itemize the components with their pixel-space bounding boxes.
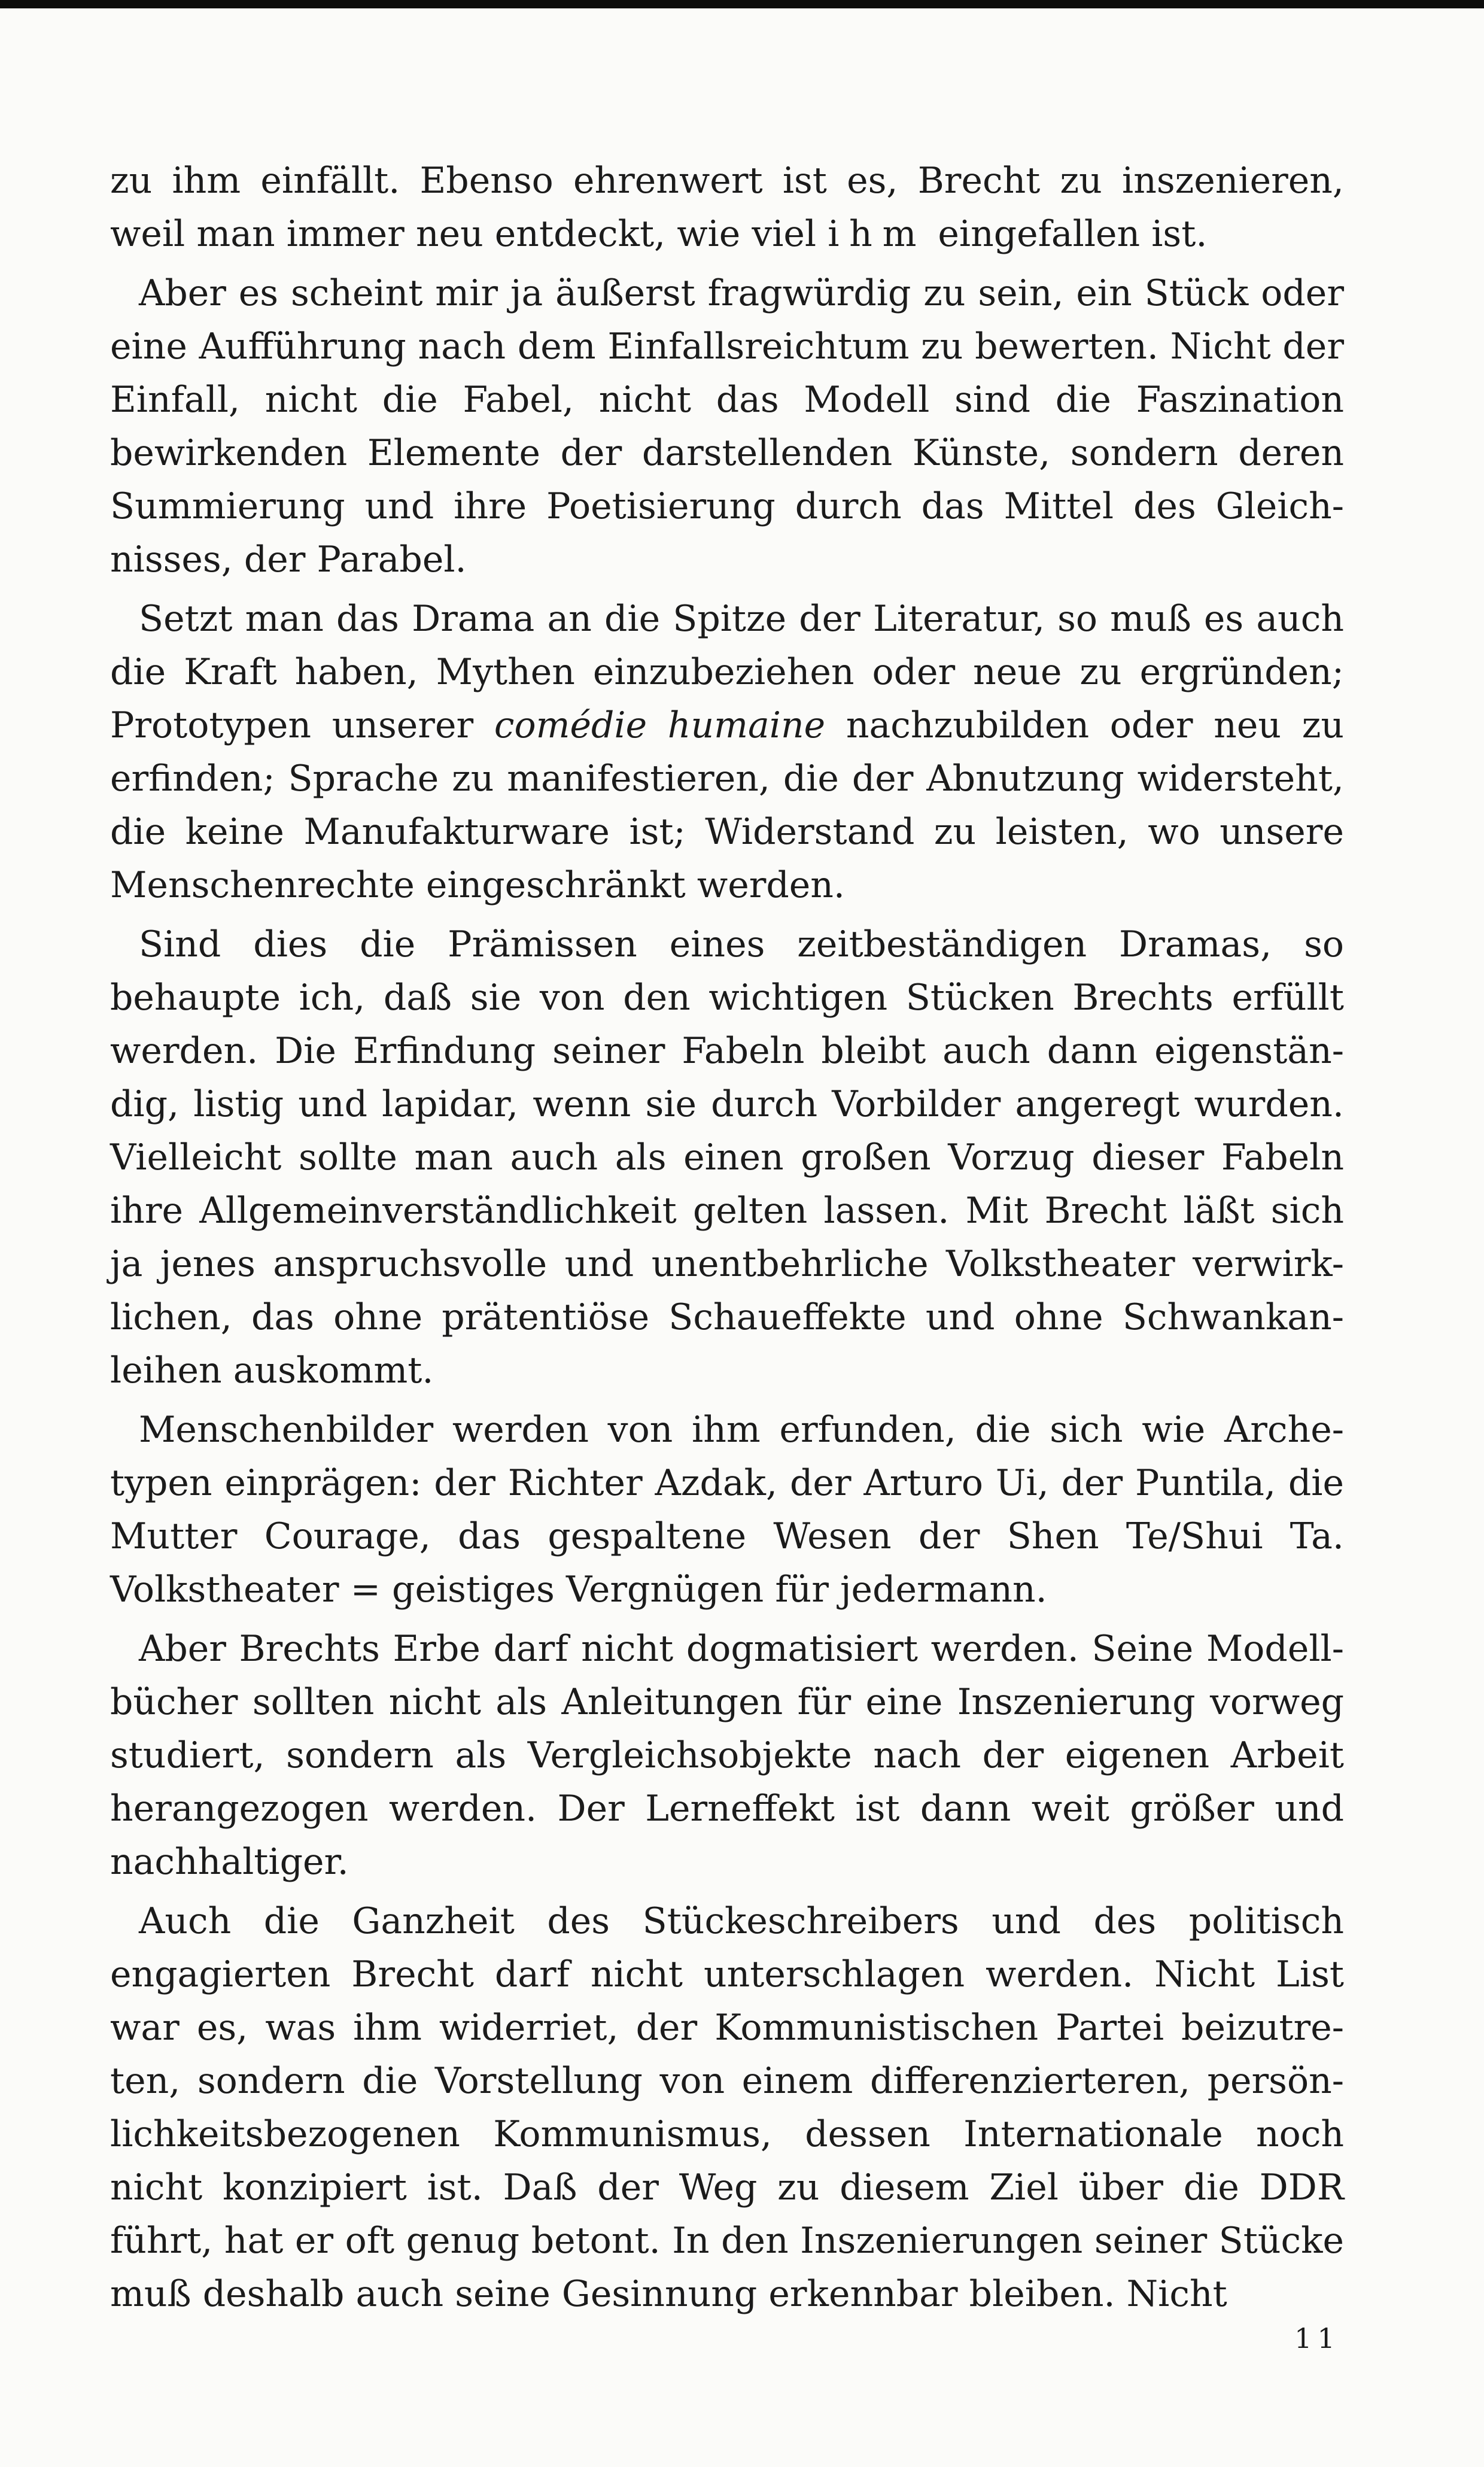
paragraph-6: Aber Brechts Erbe darf nicht dogmatisiert werden. Seine Modell-bücher sollten nicht als Anleitungen für eine Inszenierung vorweg studiert, sondern als Vergleichsobjekte nach der eigenen Arbeit herangezogen werden. Der Lerneffekt ist dann weit größer und nachhaltiger. (110, 1628, 1344, 1883)
paragraph-5: Menschenbilder werden von ihm erfunden, die sich wie Arche-typen einprägen: der Richter Azdak, der Arturo Ui, der Puntila, die Mutter Courage, das gespaltene Wesen der Shen Te/Shui Ta. Volkstheater = geistiges Vergnügen für jedermann. (110, 1409, 1344, 1611)
page-number: 11 (1294, 2322, 1340, 2354)
paragraph-2: Aber es scheint mir ja äußerst fragwürdig zu sein, ein Stück oder eine Aufführung nach dem Einfallsreichtum zu bewerten. Nicht der Einfall, nicht die Fabel, nicht das Modell sind die Faszination bewirkenden Elemente der darstellenden Künste, sondern deren Summierung und ihre Poetisierung durch das Mittel des Gleich-nisses, der Parabel. (110, 272, 1344, 581)
paragraph-1 (110, 154, 1344, 261)
scan-top-edge (0, 0, 1484, 8)
paragraph-4: Sind dies die Prämissen eines zeitbeständigen Dramas, so behaupte ich, daß sie von den wichtigen Stücken Brechts erfüllt werden. Die Erfindung seiner Fabeln bleibt auch dann eigenstän-dig, listig und lapidar, wenn sie durch Vorbilder angeregt wurden. Vielleicht sollte man auch als einen großen Vorzug dieser Fabeln ihre Allgemeinverständlichkeit gelten lassen. Mit Brecht läßt sich ja jenes anspruchsvolle und unentbehrliche Volkstheater verwirk-lichen, das ohne prätentiöse Schaueffekte und ohne Schwankan-leihen auskommt. (110, 923, 1344, 1392)
paragraph-3 (110, 593, 1344, 912)
paragraph-3-text-b: nachzubilden oder neu zu erfinden; Sprache zu manifestieren, die der Abnutzung widersteht, die keine Manufakturware ist; Widerstand zu leisten, wo unsere Menschenrechte eingeschränkt werden. (110, 704, 1344, 906)
paragraph-1-text-a: zu ihm einfällt. Ebenso ehrenwert ist es, Brecht zu inszenieren, weil man immer neu entdeckt, wie viel (110, 160, 1344, 255)
body-text (110, 154, 1344, 2327)
paragraph-1-text-b: eingefallen ist. (926, 213, 1208, 255)
paragraph-7: Auch die Ganzheit des Stückeschreibers und des politisch engagierten Brecht darf nicht unterschlagen werden. Nicht List war es, was ihm widerriet, der Kommunistischen Partei beizutre-ten, sondern die Vorstellung von einem differenzierteren, persön-lichkeitsbezogenen Kommunismus, dessen Internationale noch nicht konzipiert ist. Daß der Weg zu diesem Ziel über die DDR führt, hat er oft genug betont. In den Inszenierungen seiner Stücke muß deshalb auch seine Gesinnung erkennbar bleiben. Nicht (110, 1900, 1344, 2315)
italic-phrase: comédie humaine (494, 704, 826, 746)
paragraph-3-text-a: Setzt man das Drama an die Spitze der Literatur, so muß es auch die Kraft haben, Mythen einzubeziehen oder neue zu ergründen; Prototypen unserer (110, 598, 1344, 746)
emphasized-word: ihm (828, 213, 927, 255)
